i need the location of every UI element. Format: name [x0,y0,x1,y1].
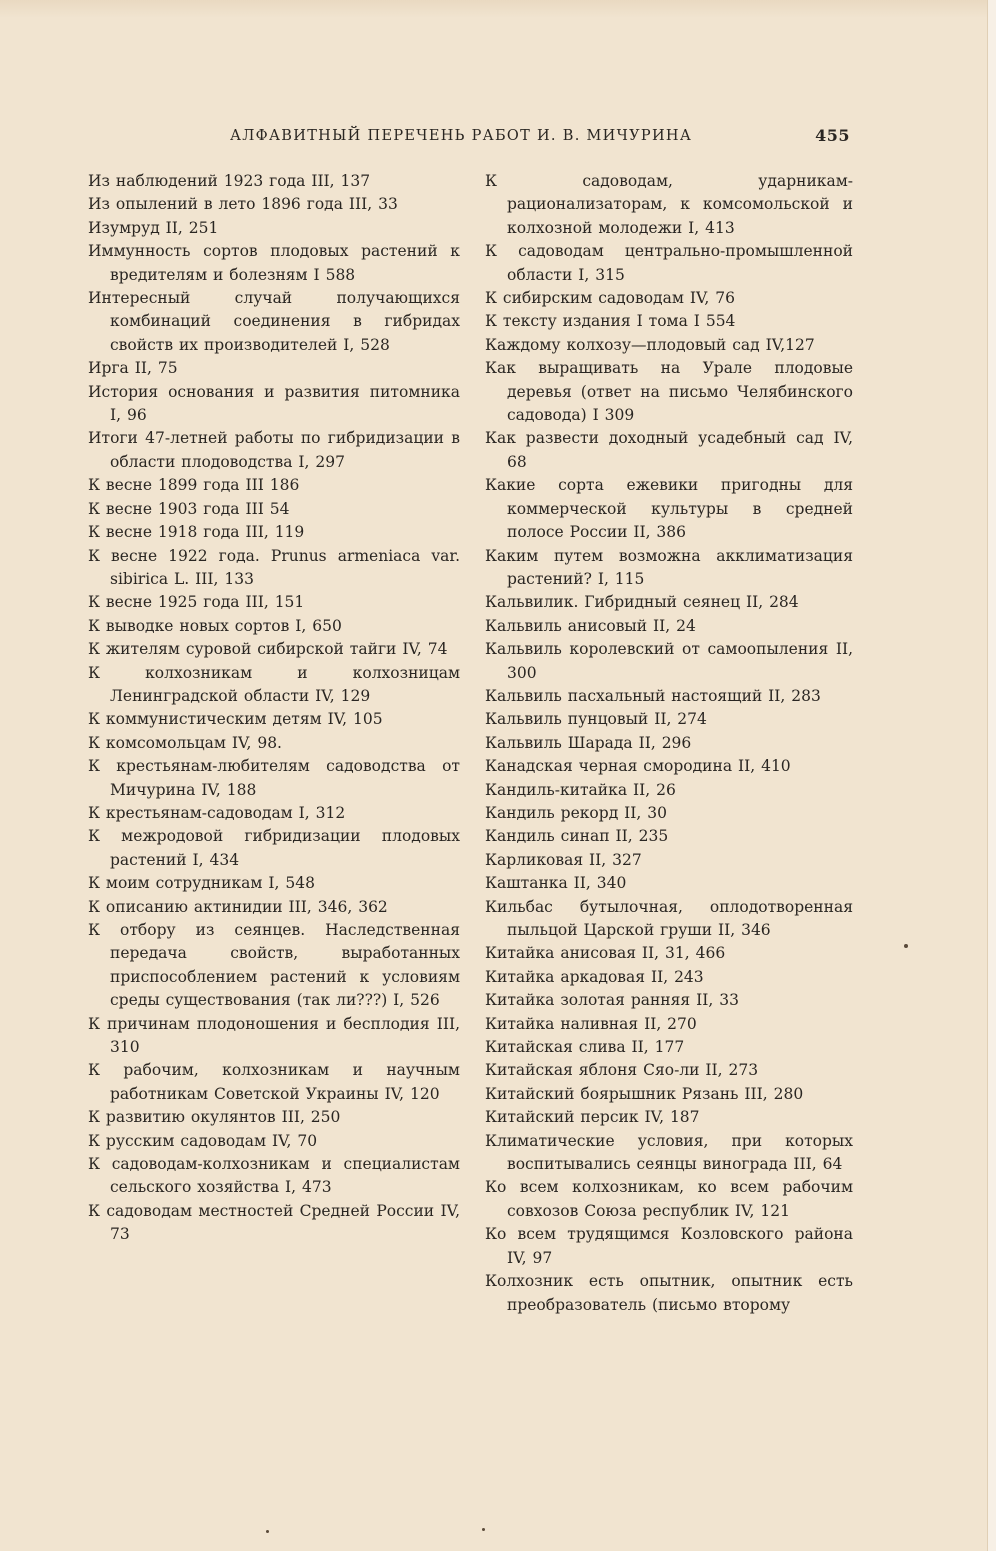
index-entry: Иммунность сортов плодовых растений к вредителям и болезням I 588 [88,242,460,284]
index-entry: Китайская яблоня Сяо-ли II, 273 [485,1061,759,1080]
index-entry: К крестьянам-садоводам I, 312 [88,803,346,822]
paper-speck [482,1528,485,1531]
index-entry: Колхозник есть опытник, опытник есть преобразователь (письмо второму [485,1272,853,1314]
index-entry: Каждому колхозу—плодовый сад IV,127 [485,335,815,354]
index-entry: Китайский персик IV, 187 [485,1108,700,1127]
index-entry: Как выращивать на Урале плодовые деревья (ответ на письмо Челябинского садовода) I 309 [485,359,853,425]
index-entry: К весне 1899 года III 186 [88,476,300,495]
index-entry: К рабочим, колхозникам и научным работникам Советской Украины IV, 120 [88,1061,460,1103]
index-entry: К садоводам центрально-промышленной области I, 315 [485,242,853,284]
index-entry: Кандиль рекорд II, 30 [485,803,667,822]
running-head-title: АЛФАВИТНЫЙ ПЕРЕЧЕНЬ РАБОТ И. В. МИЧУРИНА [230,128,693,144]
index-entry: К садоводам местностей Средней России IV, 73 [88,1201,460,1244]
index-entry: Кальвилик. Гибридный сеянец II, 284 [485,593,799,612]
index-entry: К весне 1903 года III 54 [88,499,290,518]
paper-speck [904,944,908,948]
running-head [230,126,850,150]
index-entry: Кальвиль королевский от самоопыления II, 300 [485,640,853,682]
index-entry: Ко всем колхозникам, ко всем рабочим совхозов Союза республик IV, 121 [485,1178,853,1220]
index-entry: Как развести доходный усадебный сад IV, 68 [485,429,853,471]
index-entry: Китайка наливная II, 270 [485,1014,697,1033]
index-entry: К жителям суровой сибирской тайги IV, 74 [88,640,448,659]
index-entry: К русским садоводам IV, 70 [88,1131,318,1150]
index-entry: К крестьянам-любителям садоводства от Мичурина IV, 188 [88,757,460,799]
index-entry: Изумруд II, 251 [88,218,219,237]
index-entry: К межродовой гибридизации плодовых растений I, 434 [88,827,460,869]
index-entry: Каштанка II, 340 [485,874,627,893]
index-entry: К выводке новых сортов I, 650 [88,616,342,635]
index-entry: К коммунистическим детям IV, 105 [88,710,383,729]
index-entry: К весне 1925 года III, 151 [88,593,305,612]
index-column-right [485,170,853,1317]
index-entry: Китайский боярышник Рязань III, 280 [485,1084,804,1103]
index-entry: Кандиль-китайка II, 26 [485,780,676,799]
index-entry: К развитию окулянтов III, 250 [88,1108,341,1127]
index-entry: Китайка золотая ранняя II, 33 [485,991,739,1010]
page-number: 455 [815,126,850,145]
index-entry: Китайка анисовая II, 31, 466 [485,944,726,963]
index-column-left [88,170,460,1247]
page-right-edge [987,0,996,1551]
index-entry: Каким путем возможна акклиматизация растений? I, 115 [485,546,853,588]
index-entry: Кальвиль Шарада II, 296 [485,733,692,752]
index-entry: Кильбас бутылочная, оплодотворенная пыльцой Царской груши II, 346 [485,897,853,939]
index-entry: Ирга II, 75 [88,359,178,378]
paper-speck [266,1530,269,1533]
index-entry: К садоводам, ударникам-рационализаторам, к комсомольской и колхозной молодежи I, 413 [485,172,853,237]
index-entry: Кальвиль пунцовый II, 274 [485,710,707,729]
index-entry: Какие сорта ежевики пригодны для коммерческой культуры в средней полосе России II, 386 [485,476,853,542]
index-entry: К весне 1918 года III, 119 [88,523,305,542]
index-entry: К тексту издания I тома I 554 [485,312,736,331]
index-entry: История основания и развития питомника I, 96 [88,382,460,425]
page-top-shadow [0,0,996,18]
index-entry: Из наблюдений 1923 года III, 137 [88,172,371,190]
index-entry: Канадская черная смородина II, 410 [485,757,791,776]
index-entry: К колхозникам и колхозницам Ленинградской области IV, 129 [88,663,460,705]
index-entry: Итоги 47-летней работы по гибридизации в области плодоводства I, 297 [88,429,460,471]
index-entry: К весне 1922 года. Prunus armeniaca var. sibirica L. III, 133 [88,546,460,588]
index-entry: Карликовая II, 327 [485,850,642,869]
index-entry: Климатические условия, при которых воспитывались сеянцы винограда III, 64 [485,1131,853,1174]
index-entry: Китайка аркадовая II, 243 [485,967,704,986]
index-entry: Ко всем трудящимся Козловского района IV, 97 [485,1225,853,1267]
index-entry: Кальвиль анисовый II, 24 [485,616,696,635]
index-entry: Интересный случай получающихся комбинаций соединения в гибридах свойств их производителей I, 528 [88,289,460,354]
index-entry: К причинам плодоношения и бесплодия III, 310 [88,1014,460,1057]
index-entry: Из опылений в лето 1896 года III, 33 [88,195,398,214]
index-entry: К сибирским садоводам IV, 76 [485,289,736,308]
index-entry: Китайская слива II, 177 [485,1038,685,1057]
index-entry: К комсомольцам IV, 98. [88,733,282,752]
index-entry: К садоводам-колхозникам и специалистам сельского хозяйства I, 473 [88,1155,460,1197]
index-entry: Кальвиль пасхальный настоящий II, 283 [485,686,821,705]
index-entry: К отбору из сеянцев. Наследственная передача свойств, выработанных приспособлением растений к условиям среды существования (так ли???) I, 526 [88,921,460,1010]
index-entry: К описанию актинидии III, 346, 362 [88,897,388,916]
index-entry: Кандиль синап II, 235 [485,827,669,846]
index-entry: К моим сотрудникам I, 548 [88,874,315,893]
